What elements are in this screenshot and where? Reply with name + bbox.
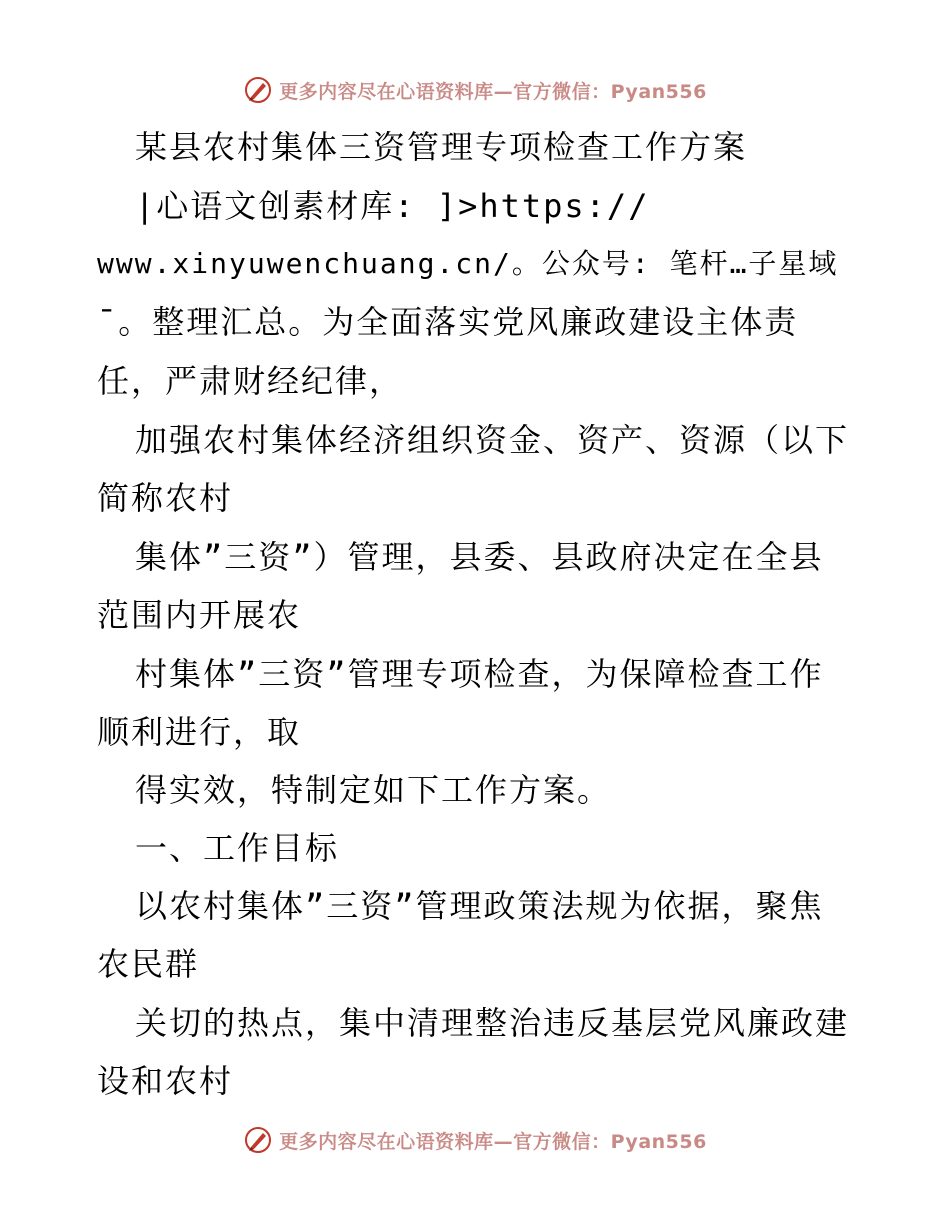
document-line: 关切的热点，集中清理整治违反基层党风廉政建 — [135, 1004, 850, 1042]
quill-pen-logo-icon — [243, 75, 273, 105]
document-line: 任，严肃财经纪律， — [97, 362, 404, 400]
document-line: www.xinyuwenchuang.cn/。公众号: 笔杆…子星域 — [97, 247, 839, 280]
footer-banner — [0, 1120, 950, 1160]
document-line: ¯。整理汇总。为全面落实党风廉政建设主体责 — [97, 303, 799, 341]
document-line: 顺利进行，取 — [97, 713, 302, 751]
header-banner-text: 更多内容尽在心语资料库—官方微信：Pyan556 — [279, 80, 707, 103]
document-line: 简称农村 — [97, 479, 234, 517]
document-line: 范围内开展农 — [97, 596, 302, 634]
section-heading: 一、工作目标 — [135, 829, 340, 867]
quill-pen-logo-icon — [243, 1125, 273, 1155]
document-line: 集体”三资”）管理，县委、县政府决定在全县 — [135, 538, 824, 576]
document-line: 设和农村 — [97, 1062, 234, 1100]
document-line: 农民群 — [97, 945, 200, 983]
document-line: |心语文创素材库: ]>https:// — [135, 187, 650, 225]
document-line: 得实效，特制定如下工作方案。 — [135, 771, 612, 809]
document-line: 以农村集体”三资”管理政策法规为依据，聚焦 — [135, 887, 824, 925]
footer-banner-text: 更多内容尽在心语资料库—官方微信：Pyan556 — [279, 1130, 707, 1153]
document-line: 村集体”三资”管理专项检查，为保障检查工作 — [135, 655, 824, 693]
document-line: 加强农村集体经济组织资金、资产、资源（以下 — [135, 421, 850, 459]
document-title: 某县农村集体三资管理专项检查工作方案 — [135, 128, 748, 166]
header-banner — [0, 70, 950, 110]
